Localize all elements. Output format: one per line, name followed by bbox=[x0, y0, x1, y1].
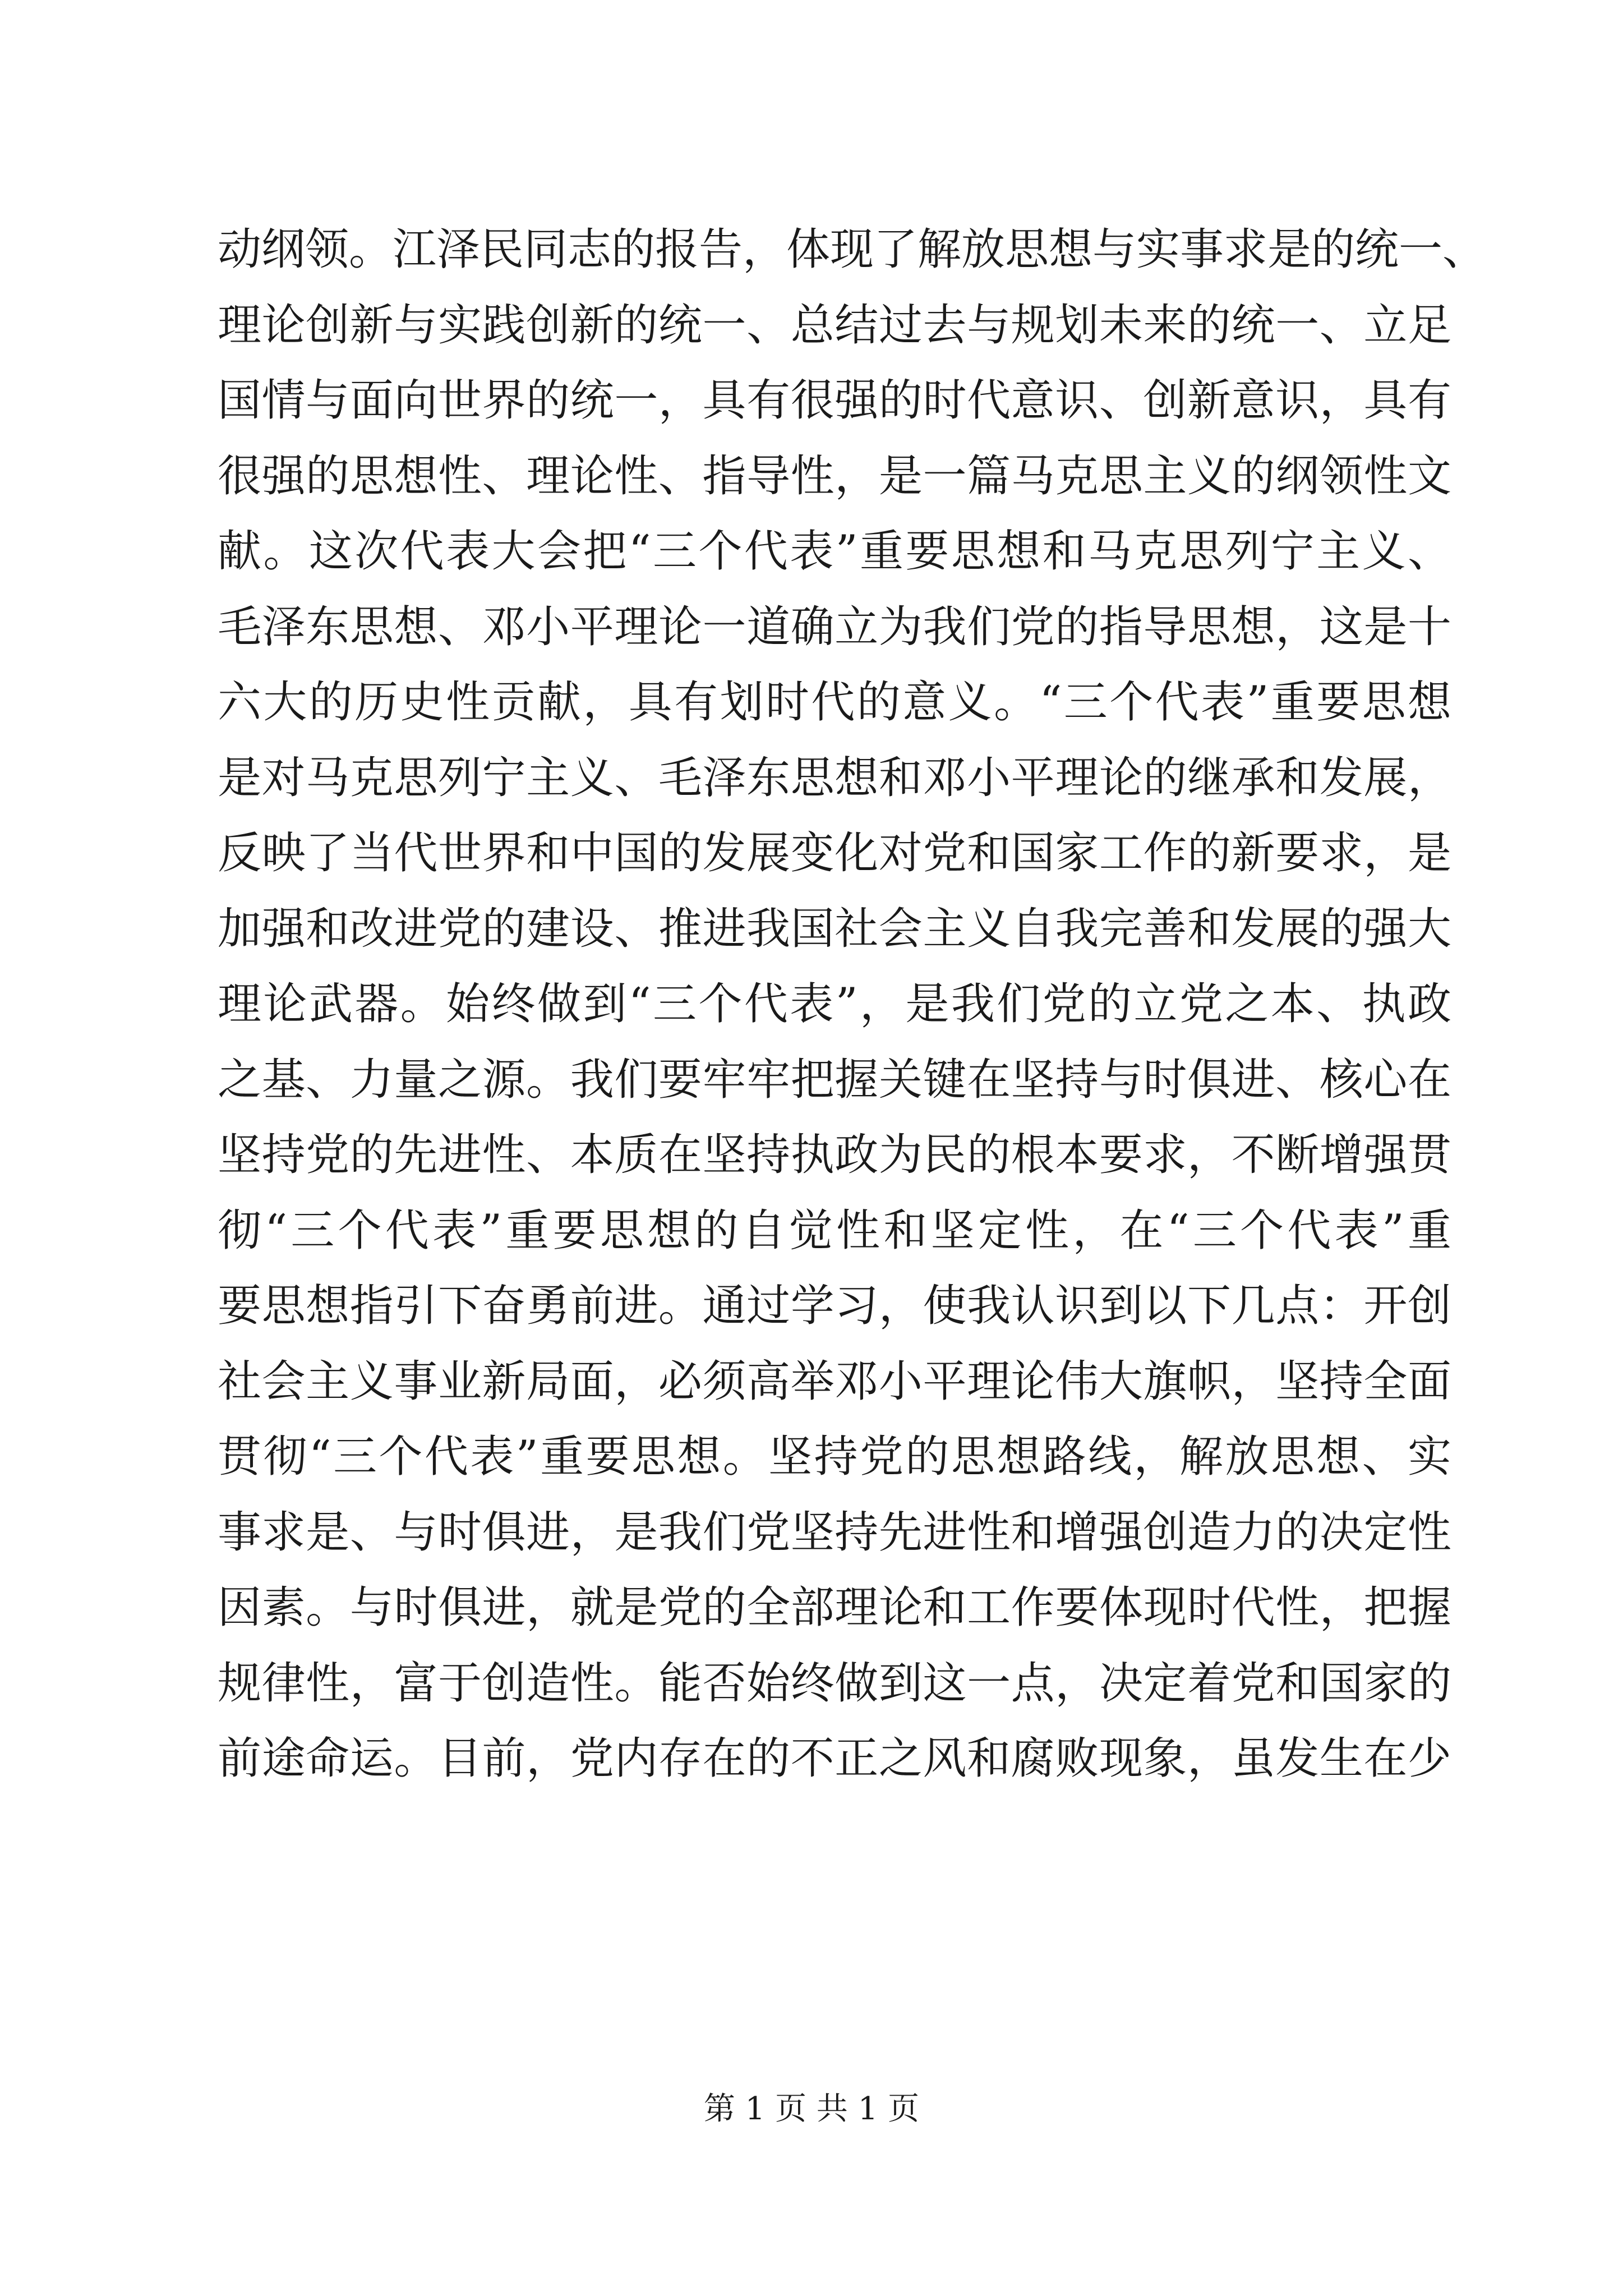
text-line: 毛泽东思想、邓小平理论一道确立为我们党的指导思想，这是十 bbox=[218, 601, 1451, 652]
text-line: 动纲领。江泽民同志的报告，体现了解放思想与实事求是的统一、 bbox=[218, 224, 1487, 275]
page-number-footer: 第 1 页 共 1 页 bbox=[703, 2091, 920, 2127]
text-line: 社会主义事业新局面，必须高举邓小平理论伟大旗帜，坚持全面 bbox=[218, 1356, 1451, 1407]
text-line: 理论武器。始终做到“三个代表”，是我们党的立党之本、执政 bbox=[218, 979, 1451, 1029]
text-line: 因素。与时俱进，就是党的全部理论和工作要体现时代性，把握 bbox=[218, 1582, 1451, 1633]
text-line: 六大的历史性贡献，具有划时代的意义。“三个代表”重要思想 bbox=[218, 677, 1451, 728]
text-line: 前途命运。目前，党内存在的不正之风和腐败现象，虽发生在少 bbox=[218, 1733, 1451, 1784]
text-line: 反映了当代世界和中国的发展变化对党和国家工作的新要求，是 bbox=[218, 828, 1451, 878]
text-line: 贯彻“三个代表”重要思想。坚持党的思想路线，解放思想、实 bbox=[218, 1432, 1451, 1482]
text-line: 要思想指引下奋勇前进。通过学习，使我认识到以下几点：开创 bbox=[218, 1281, 1451, 1331]
text-line: 理论创新与实践创新的统一、总结过去与规划未来的统一、立足 bbox=[218, 300, 1451, 351]
text-line: 规律性，富于创造性。能否始终做到这一点，决定着党和国家的 bbox=[218, 1658, 1451, 1709]
text-line: 彻“三个代表”重要思想的自觉性和坚定性，在“三个代表”重 bbox=[218, 1205, 1451, 1256]
text-line: 是对马克思列宁主义、毛泽东思想和邓小平理论的继承和发展， bbox=[218, 752, 1451, 803]
text-line: 献。这次代表大会把“三个代表”重要思想和马克思列宁主义、 bbox=[218, 526, 1451, 577]
text-line: 加强和改进党的建设、推进我国社会主义自我完善和发展的强大 bbox=[218, 903, 1451, 954]
text-line: 事求是、与时俱进，是我们党坚持先进性和增强创造力的决定性 bbox=[218, 1507, 1451, 1558]
text-line: 坚持党的先进性、本质在坚持执政为民的根本要求，不断增强贯 bbox=[218, 1130, 1451, 1180]
body-text bbox=[218, 212, 1487, 1797]
text-line: 很强的思想性、理论性、指导性，是一篇马克思主义的纲领性文 bbox=[218, 450, 1451, 501]
text-line: 国情与面向世界的统一，具有很强的时代意识、创新意识，具有 bbox=[218, 375, 1451, 426]
text-line: 之基、力量之源。我们要牢牢把握关键在坚持与时俱进、核心在 bbox=[218, 1054, 1451, 1105]
